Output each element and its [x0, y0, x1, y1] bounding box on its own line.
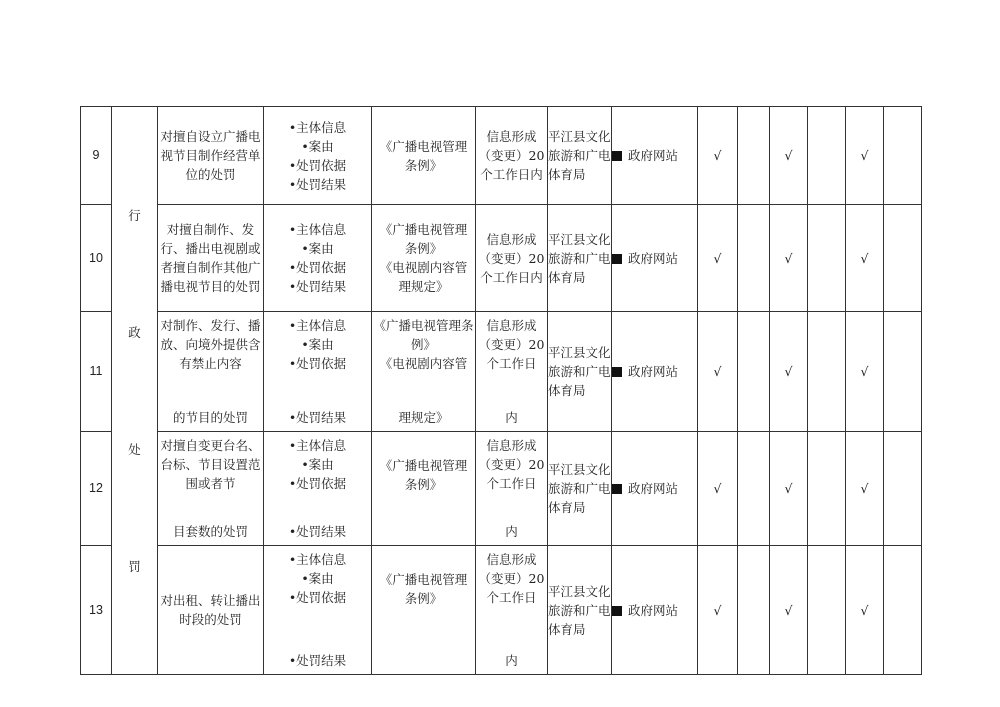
- disclosure-table: [80, 106, 922, 675]
- check-cell: [738, 205, 770, 312]
- check-cell: [808, 312, 846, 432]
- responsible-department: 平江县文化旅游和广电体育局: [548, 312, 612, 432]
- responsible-department: 平江县文化旅游和广电体育局: [548, 107, 612, 205]
- check-cell: √: [698, 432, 738, 546]
- black-square-icon: [612, 484, 622, 494]
- time-text: 信息形成（变更）20个工作日内: [478, 129, 545, 182]
- black-square-icon: [612, 367, 622, 377]
- content-line: •主体信息: [288, 119, 347, 135]
- item-name: [158, 107, 264, 205]
- check-cell: √: [698, 205, 738, 312]
- disclosure-time: [476, 107, 548, 205]
- table-row: [81, 107, 922, 205]
- content-top: [264, 316, 371, 373]
- check-cell: √: [846, 205, 884, 312]
- check-cell: √: [770, 205, 808, 312]
- time-stack: [476, 312, 547, 431]
- table-row: [81, 205, 922, 312]
- check-cell: √: [770, 312, 808, 432]
- content-bottom: [264, 522, 371, 541]
- item-name-top: 对擅自变更台名、台标、节目设置范围或者节: [160, 438, 261, 491]
- content-line: •处罚依据: [288, 356, 347, 371]
- category-char: 罚: [128, 558, 141, 574]
- item-name: [158, 546, 264, 675]
- row-number: 10: [81, 205, 112, 312]
- content-line: •案由: [301, 457, 334, 472]
- black-square-icon: [612, 151, 622, 161]
- check-cell: √: [770, 107, 808, 205]
- content-line: •案由: [301, 337, 334, 352]
- check-cell: [738, 546, 770, 675]
- basis-line: 《广播电视管理条例》: [373, 318, 474, 352]
- item-stack: [158, 432, 263, 545]
- check-cell: [738, 432, 770, 546]
- basis-line: 《广播电视管理条例》: [379, 222, 468, 256]
- basis-wrap: [372, 137, 475, 175]
- content-bottom: [264, 651, 371, 670]
- disclosure-channel: [612, 107, 698, 205]
- category-cell: [112, 107, 158, 675]
- table-row: [81, 546, 922, 675]
- row-number: 13: [81, 546, 112, 675]
- check-cell: [808, 205, 846, 312]
- check-cell: [884, 107, 922, 205]
- content-line: •主体信息: [288, 318, 347, 333]
- disclosure-time: [476, 312, 548, 432]
- black-square-icon: [612, 606, 622, 616]
- responsible-department: 平江县文化旅游和广电体育局: [548, 546, 612, 675]
- check-cell: [884, 432, 922, 546]
- content-top: [264, 436, 371, 493]
- content-line: •处罚结果: [288, 279, 347, 294]
- time-text: 信息形成（变更）20个工作日内: [478, 231, 545, 285]
- check-cell: [808, 432, 846, 546]
- legal-basis: [372, 546, 476, 675]
- disclosure-content: [264, 546, 372, 675]
- legal-basis: [372, 107, 476, 205]
- disclosure-channel: [612, 432, 698, 546]
- disclosure-time: [476, 432, 548, 546]
- time-top: 信息形成（变更）20个工作日: [478, 552, 545, 605]
- basis-bottom: 理规定》: [398, 410, 449, 425]
- content-line: •处罚依据: [288, 476, 347, 491]
- legal-basis: [372, 432, 476, 546]
- basis-line: 《广播电视管理条例》: [379, 138, 468, 173]
- check-cell: [738, 312, 770, 432]
- check-cell: √: [698, 107, 738, 205]
- time-bottom: 内: [505, 524, 518, 539]
- content-line: •案由: [301, 241, 334, 256]
- item-name-text: 对擅自制作、发行、播出电视剧或者擅自制作其他广播电视节目的处罚: [160, 222, 261, 294]
- check-cell: √: [846, 546, 884, 675]
- check-cell: [738, 107, 770, 205]
- content-stack: [264, 312, 371, 431]
- check-cell: √: [770, 432, 808, 546]
- item-name-text: 对出租、转让播出时段的处罚: [160, 593, 261, 627]
- content-line: •案由: [301, 138, 334, 154]
- check-cell: √: [846, 312, 884, 432]
- item-name: [158, 205, 264, 312]
- content-line: •处罚结果: [288, 410, 347, 425]
- check-cell: √: [846, 107, 884, 205]
- item-name-bottom: 的节目的处罚: [172, 410, 248, 425]
- channel-label: 政府网站: [628, 481, 679, 496]
- content-line: •处罚依据: [288, 157, 347, 173]
- content-top: [264, 550, 371, 607]
- row-number: 9: [81, 107, 112, 205]
- check-cell: √: [770, 546, 808, 675]
- basis-wrap: [372, 220, 475, 296]
- item-name-bottom: 目套数的处罚: [172, 524, 248, 539]
- content-line: •处罚结果: [288, 176, 347, 192]
- responsible-department: 平江县文化旅游和广电体育局: [548, 432, 612, 546]
- time-bottom: 内: [505, 653, 518, 668]
- check-cell: √: [698, 312, 738, 432]
- content-line: •主体信息: [288, 222, 347, 237]
- legal-basis: [372, 312, 476, 432]
- table-row: [81, 312, 922, 432]
- content-stack: [264, 432, 371, 545]
- black-square-icon: [612, 254, 622, 264]
- content-bottom: [264, 408, 371, 427]
- item-name: [158, 432, 264, 546]
- channel-label: 政府网站: [628, 250, 679, 266]
- row-number: 11: [81, 312, 112, 432]
- disclosure-channel: [612, 312, 698, 432]
- item-name: [158, 312, 264, 432]
- basis-line: 《广播电视管理条例》: [379, 572, 468, 606]
- basis-line: 《电视剧内容管理规定》: [379, 260, 468, 294]
- basis-top: [372, 316, 475, 373]
- disclosure-content: [264, 312, 372, 432]
- disclosure-channel: [612, 205, 698, 312]
- content-line: •案由: [301, 571, 334, 586]
- basis-wrap: [372, 456, 475, 494]
- disclosure-channel: [612, 546, 698, 675]
- check-cell: √: [698, 546, 738, 675]
- channel-label: 政府网站: [628, 148, 679, 163]
- check-cell: [884, 546, 922, 675]
- disclosure-content: [264, 205, 372, 312]
- time-stack: [476, 432, 547, 545]
- check-cell: [808, 546, 846, 675]
- content-line: •处罚结果: [288, 653, 347, 668]
- time-top: 信息形成（变更）20个工作日: [478, 318, 545, 371]
- table-row: [81, 432, 922, 546]
- channel-label: 政府网站: [628, 364, 679, 379]
- check-cell: [884, 205, 922, 312]
- basis-line: 《广播电视管理条例》: [379, 458, 468, 492]
- legal-basis: [372, 205, 476, 312]
- content-line: •主体信息: [288, 438, 347, 453]
- time-top: 信息形成（变更）20个工作日: [478, 438, 545, 491]
- content-line: •主体信息: [288, 552, 347, 567]
- check-cell: [808, 107, 846, 205]
- disclosure-time: [476, 546, 548, 675]
- channel-label: 政府网站: [628, 602, 679, 618]
- item-stack: [158, 312, 263, 431]
- disclosure-content: [264, 107, 372, 205]
- category-text: [112, 108, 157, 674]
- basis-wrap: [372, 570, 475, 608]
- check-cell: √: [846, 432, 884, 546]
- category-char: 行: [128, 207, 141, 223]
- basis-line: 《电视剧内容管: [379, 356, 468, 371]
- content-line: •处罚依据: [288, 590, 347, 605]
- content-stack: [264, 546, 371, 674]
- item-name-text: 对擅自设立广播电视节目制作经营单位的处罚: [160, 129, 261, 182]
- row-number: 12: [81, 432, 112, 546]
- disclosure-content: [264, 432, 372, 546]
- category-char: 处: [128, 441, 141, 457]
- responsible-department: 平江县文化旅游和广电体育局: [548, 205, 612, 312]
- time-bottom: 内: [505, 410, 518, 425]
- content-line: •处罚依据: [288, 260, 347, 275]
- disclosure-time: [476, 205, 548, 312]
- check-cell: [884, 312, 922, 432]
- item-name-top: 对制作、发行、播放、向境外提供含有禁止内容: [160, 318, 261, 371]
- content-line: •处罚结果: [288, 524, 347, 539]
- time-stack: [476, 546, 547, 674]
- basis-stack: [372, 312, 475, 431]
- category-char: 政: [128, 324, 141, 340]
